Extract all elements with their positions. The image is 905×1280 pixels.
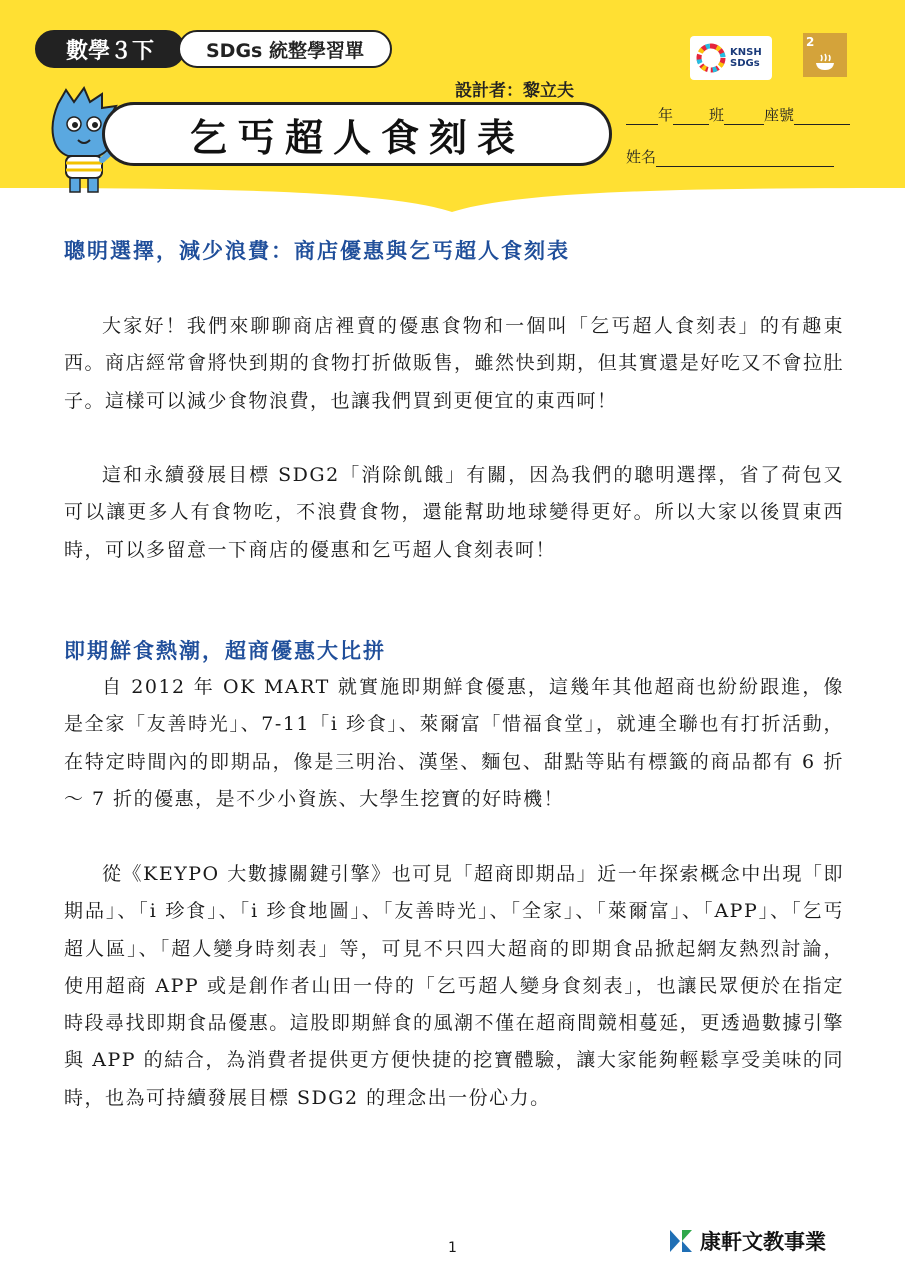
class-label: 班 [709,106,725,124]
seat-blank[interactable] [724,110,764,125]
publisher-logo [668,1226,826,1256]
knsh-sdgs-logo [690,36,772,80]
publisher-mark-icon [668,1228,694,1254]
designer-credit: 設計者：黎立夫 [455,81,574,101]
name-info-line [626,146,834,167]
logo-line-2: SDGs [730,58,760,69]
section-1-paragraph-2: 這和永續發展目標 SDG2「消除飢餓」有關，因為我們的聰明選擇，省了荷包又可以讓更多人有食物吃，不浪費食物，還能幫助地球變得更好。所以大家以後買東西時，可以多留意一下商店的優惠和乞丐超人食刻表呵！ [64,464,844,561]
worksheet-title: 乞丐超人食刻表 [102,102,612,166]
name-blank[interactable] [656,152,834,167]
bowl-icon [815,53,835,71]
sdg2-zero-hunger-icon [803,33,847,77]
name-label: 姓名 [626,148,657,166]
seat-number-blank[interactable] [794,110,850,125]
class-info-line [626,104,850,125]
page-number: 1 [448,1240,457,1256]
section-1-paragraph-1: 大家好！我們來聊聊商店裡賣的優惠食物和一個叫「乞丐超人食刻表」的有趣東西。商店經常會將快到期的食物打折做販售，雖然快到期，但其實還是好吃又不會拉肚子。這樣可以減少食物浪費，也讓我們買到更便宜的東西呵！ [64,315,844,412]
section-2-paragraph-1: 自 2012 年 OK MART 就實施即期鮮食優惠，這幾年其他超商也紛紛跟進，像是全家「友善時光」、7-11「i 珍食」、萊爾富「惜福食堂」，就連全聯也有打折活動，在特定時間內的即期品，像是三明治、漢堡、麵包、甜點等貼有標籤的商品都有 6 折～ 7 折的優惠，是不少小資族、大學生挖寶的好時機！ [64,676,844,810]
sdg-wheel-icon [696,43,726,73]
worksheet-tag: SDGs 統整學習單 [178,30,392,68]
class-blank[interactable] [673,110,709,125]
section-2-heading: 即期鮮食熱潮，超商優惠大比拼 [64,639,386,663]
year-label: 年 [658,106,674,124]
section-1-heading: 聰明選擇，減少浪費：商店優惠與乞丐超人食刻表 [64,239,570,263]
year-blank[interactable] [626,110,658,125]
publisher-name: 康軒文教事業 [700,1230,826,1254]
seat-label: 座號 [764,106,795,124]
subject-tag: 數學３下 [35,30,185,68]
section-2-paragraph-2: 從《KEYPO 大數據關鍵引擎》也可見「超商即期品」近一年探索概念中出現「即期品」、「i 珍食」、「i 珍食地圖」、「友善時光」、「全家」、「萊爾富」、「APP」、「乞丐超人區」、「超人變身時刻表」等，可見不只四大超商的即期食品掀起網友熱烈討論，使用超商 APP 或是創作者山田一侍的「乞丐超人變身食刻表」，也讓民眾便於在指定時段尋找即期食品優惠。這股即期鮮食的風潮不僅在超商間競相蔓延，更透過數據引擎與 APP 的結合，為消費者提供更方便快捷的挖寶體驗，讓大家能夠輕鬆享受美味的同時，也為可持續發展目標 SDG2 的理念出一份心力。 [64,863,844,1109]
sdg-number: 2 [806,35,815,49]
logo-line-1: KNSH [730,47,762,58]
